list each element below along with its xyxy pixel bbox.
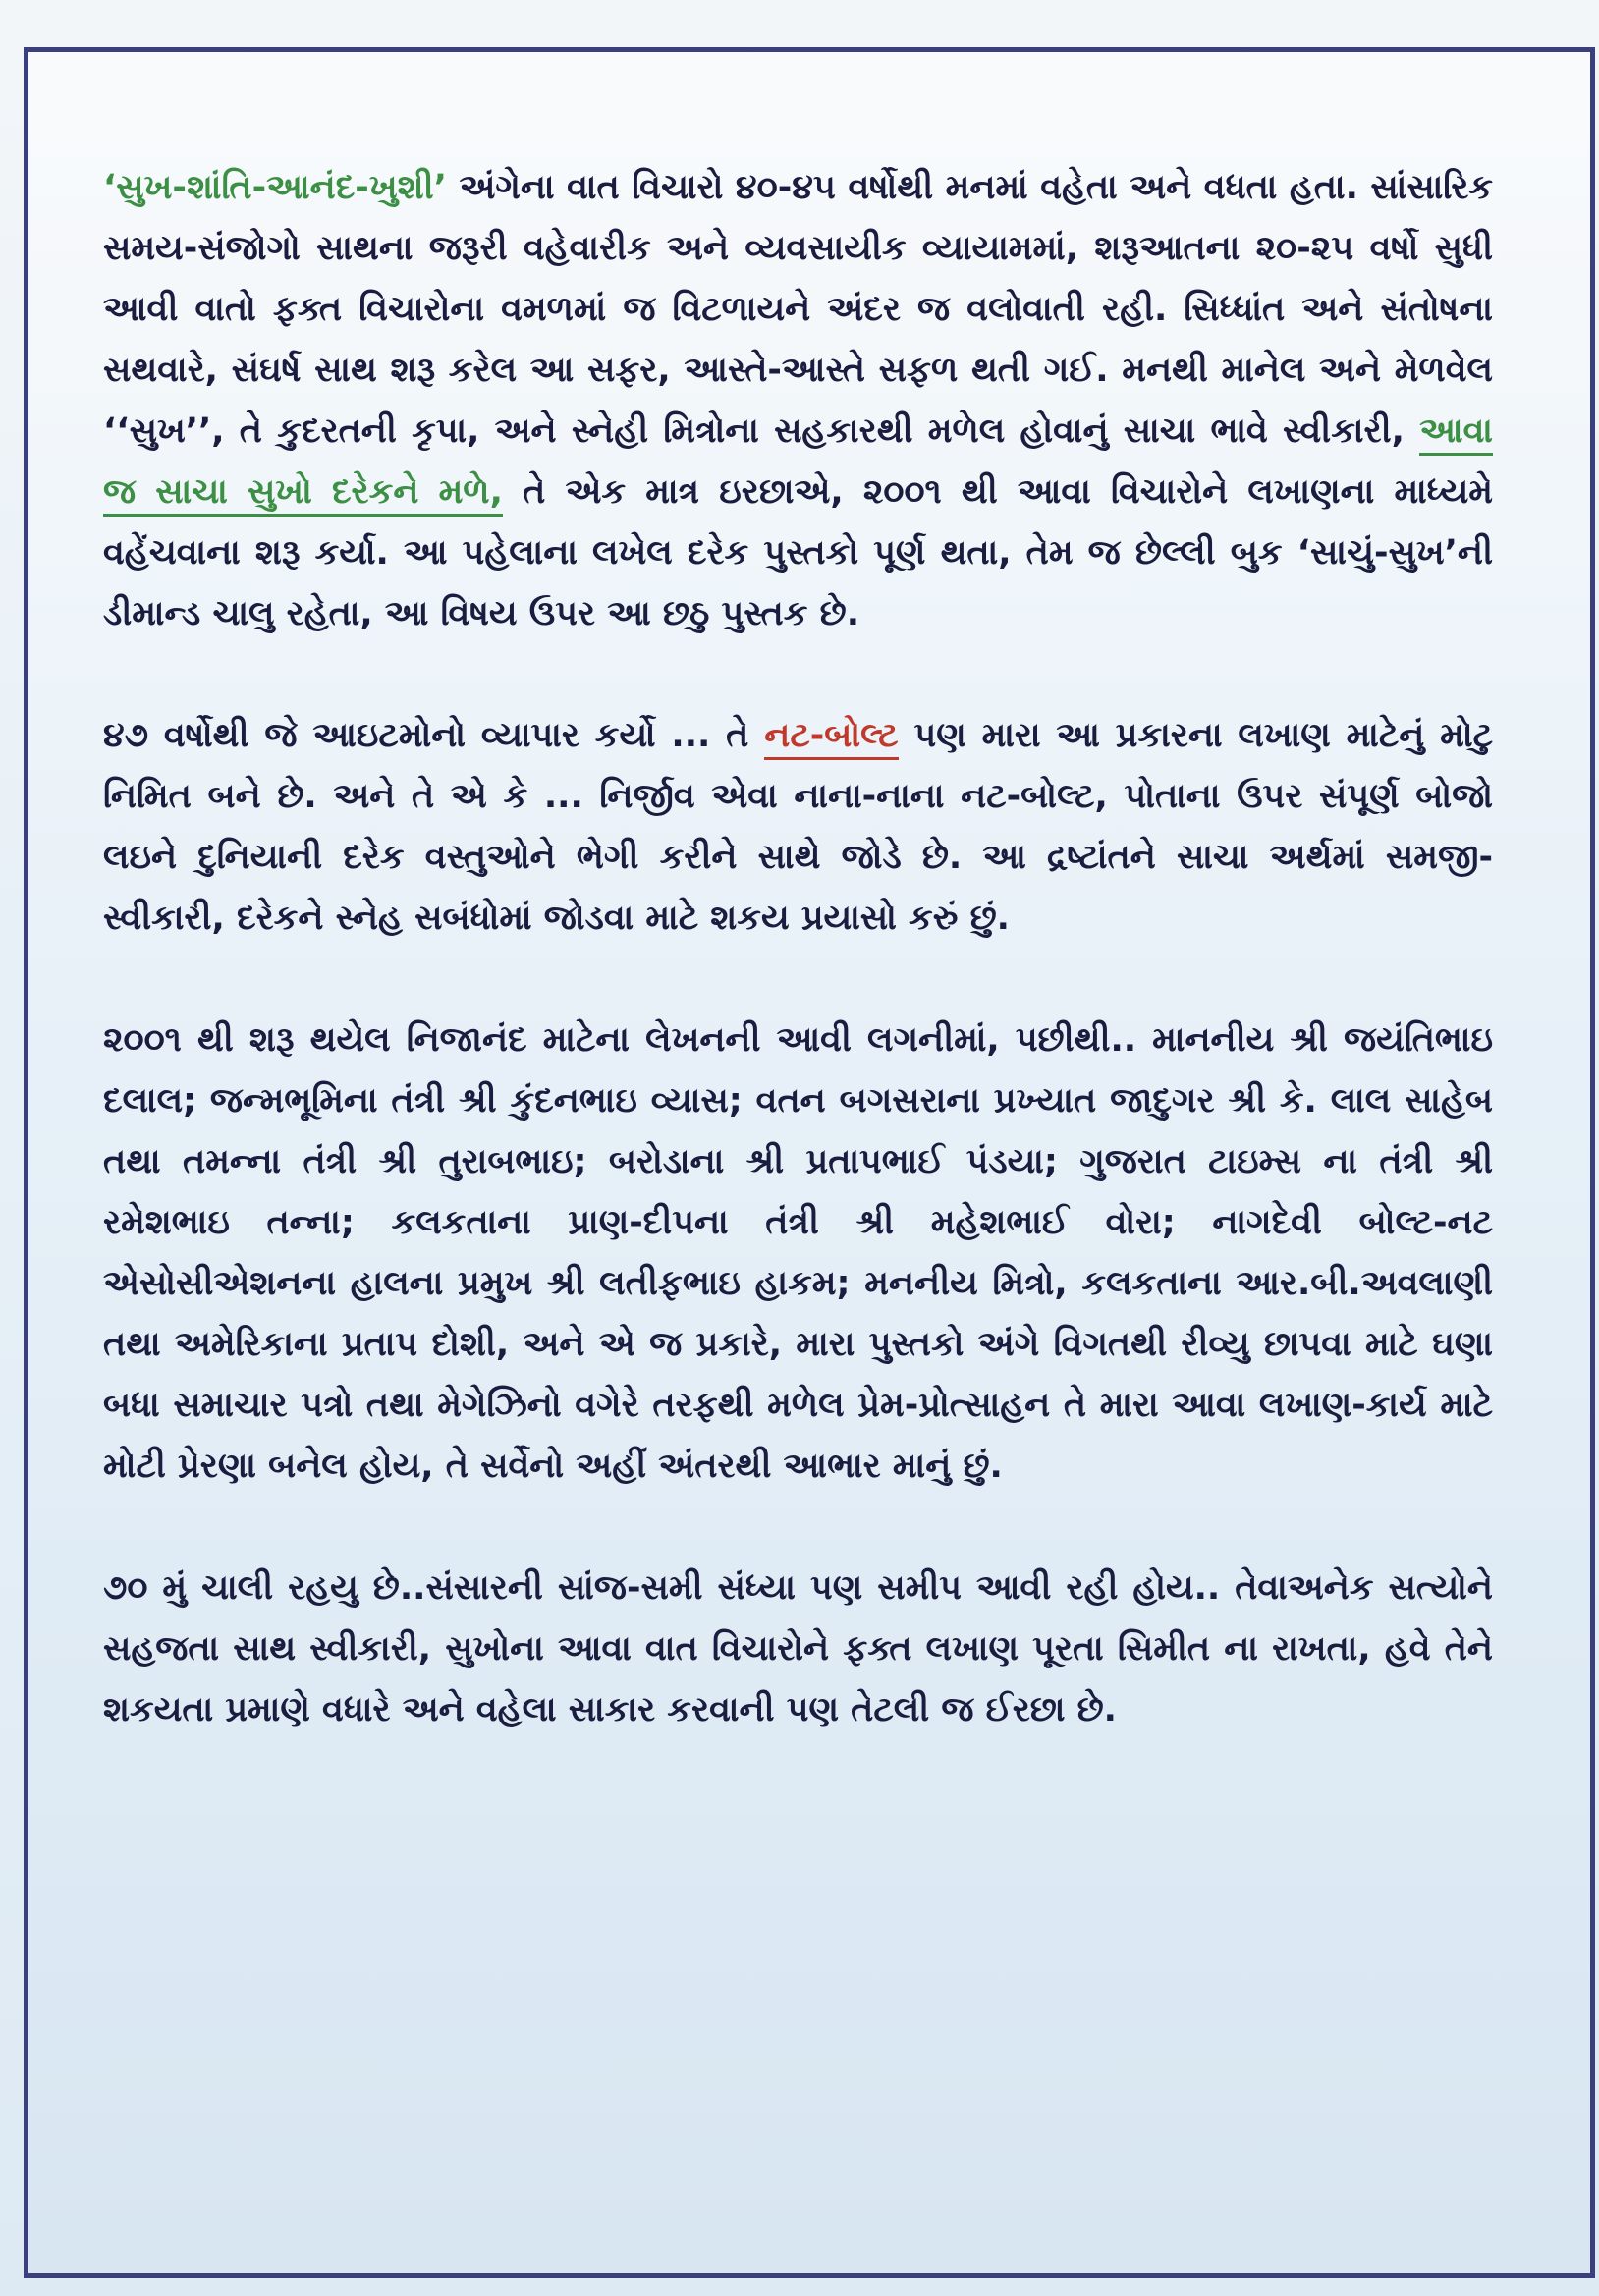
document-body <box>103 157 1493 1740</box>
paragraph-intro <box>103 157 1493 644</box>
paragraph-text: તે એક માત્ર ઇરછાએ, ૨૦૦૧ થી આવા વિચારોને લખાણના માધ્યમે વહેંચવાના શરૂ કર્યા. આ પહેલાના લખેલ દરેક પુસ્તકો પૂર્ણ થતા, તેમ જ છેલ્લી બુક ‘સાચું-સુખ’ની ડીમાન્ડ ચાલુ રહેતા, આ વિષય ઉપર આ છઠુ પુસ્તક છે. <box>103 472 1493 633</box>
paragraph-text: અંગેના વાત વિચારો ૪૦-૪૫ વર્ષોથી મનમાં વહેતા અને વધતા હતા. સાંસારિક સમય-સંજોગો સાથના જરૂરી વહેવારીક અને વ્યવસાયીક વ્યાયામમાં, શરૂઆતના ૨૦-૨૫ વર્ષો સુધી આવી વાતો ફક્ત વિચારોના વમળમાં જ વિટળાયને અંદર જ વલોવાતી રહી. સિધ્ધાંત અને સંતોષના સથવારે, સંઘર્ષ સાથ શરૂ કરેલ આ સફર, આસ્તે-આસ્તે સફળ થતી ગઈ. મનથી માનેલ અને મેળવેલ ‘‘સુખ’’, તે કુદરતની કૃપા, અને સ્નેહી મિત્રોના સહકારથી મળેલ હોવાનું સાચા ભાવે સ્વીકારી, <box>103 168 1493 451</box>
paragraph-text: પણ મારા આ પ્રકારના લખાણ માટેનું મોટુ નિમિત બને છે. અને તે એ કે ... નિર્જીવ એવા નાના-નાના નટ-બોલ્ટ, પોતાના ઉપર સંપૂર્ણ બોજો લઇને દુનિયાની દરેક વસ્તુઓને ભેગી કરીને સાથે જોડે છે. આ દ્રષ્ટાંતને સાચા અર્થમાં સમજી-સ્વીકારી, દરેકને સ્નેહ સબંધોમાં જોડવા માટે શકય પ્રયાસો કરું છું. <box>103 716 1494 938</box>
paragraph-nut-bolt <box>103 705 1493 949</box>
paragraph-text: ૭૦ મું ચાલી રહયુ છે..સંસારની સાંજ-સમી સંધ્યા પણ સમીપ આવી રહી હોય.. તેવાઅનેક સત્યોને સહજતા સાથ સ્વીકારી, સુખોના આવા વાત વિચારોને ફક્ત લખાણ પૂરતા સિમીત ના રાખતા, હવે તેને શકયતા પ્રમાણે વધારે અને વહેલા સાકાર કરવાની પણ તેટલી જ ઈરછા છે. <box>103 1568 1493 1729</box>
paragraph-closing <box>103 1558 1493 1740</box>
highlighted-wish-phrase: આવા જ સાચા સુખો દરેકને મળે, <box>103 411 1493 517</box>
title-phrase-sukh-shanti: ‘સુખ-શાંતિ-આનંદ-ખુશી’ <box>103 168 447 207</box>
highlighted-nut-bolt: નટ-બોલ્ટ <box>764 716 898 760</box>
paragraph-acknowledgements <box>103 1010 1493 1497</box>
paragraph-text: ૨૦૦૧ થી શરૂ થયેલ નિજાનંદ માટેના લેખનની આવી લગનીમાં, પછીથી.. માનનીય શ્રી જયંતિભાઇ દલાલ; જન્મભૂમિના તંત્રી શ્રી કુંદનભાઇ વ્યાસ; વતન બગસરાના પ્રખ્યાત જાદુગર શ્રી કે. લાલ સાહેબ તથા તમન્ના તંત્રી શ્રી તુરાબભાઇ; બરોડાના શ્રી પ્રતાપભાઈ પંડયા; ગુજરાત ટાઇમ્સ ના તંત્રી શ્રી રમેશભાઇ તન્ના; કલકતાના પ્રાણ-દીપના તંત્રી શ્રી મહેશભાઈ વોરા; નાગદેવી બોલ્ટ-નટ એસોસીએશનના હાલના પ્રમુખ શ્રી લતીફભાઇ હાકમ; મનનીય મિત્રો, કલકતાના આર.બી.અવલાણી તથા અમેરિકાના પ્રતાપ દોશી, અને એ જ પ્રકારે, મારા પુસ્તકો અંગે વિગતથી રીવ્યુ છાપવા માટે ઘણા બધા સમાચાર પત્રો તથા મેગેઝિનો વગેરે તરફથી મળેલ પ્રેમ-પ્રોત્સાહન તે મારા આવા લખાણ-કાર્ય માટે મોટી પ્રેરણા બનેલ હોય, તે સર્વેનો અહીં અંતરથી આભાર માનું છું. <box>103 1020 1493 1486</box>
paragraph-text: ૪૭ વર્ષોથી જે આઇટમોનો વ્યાપાર કર્યો ... તે <box>103 716 765 755</box>
